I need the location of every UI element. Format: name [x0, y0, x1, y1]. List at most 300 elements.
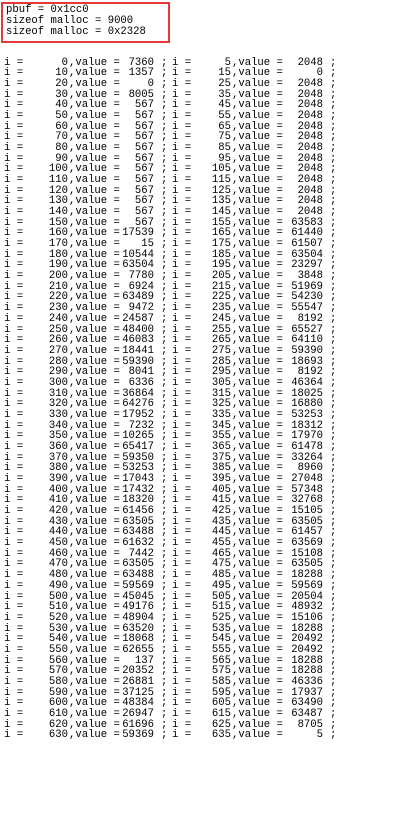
separator: ;	[161, 633, 168, 646]
value-number: 17937	[291, 686, 323, 699]
value-number: 26947	[122, 707, 154, 720]
value-number: 59569	[291, 579, 323, 592]
value-label: ,value =	[232, 505, 283, 518]
index-value: 50	[55, 109, 68, 122]
terminator: ;	[330, 77, 337, 90]
separator: ;	[161, 408, 168, 421]
value-label: ,value =	[69, 686, 120, 699]
value-label: ,value =	[69, 109, 120, 122]
value-label: ,value =	[69, 216, 120, 229]
separator: ;	[161, 537, 168, 550]
value-label: ,value =	[232, 120, 283, 133]
value-label: ,value =	[232, 654, 283, 667]
index-label: i =	[172, 419, 192, 432]
index-label: i =	[172, 718, 192, 731]
index-value: 555	[211, 643, 231, 656]
value-label: ,value =	[232, 323, 283, 336]
index-label: i =	[172, 366, 192, 379]
value-number: 63520	[122, 622, 154, 635]
value-label: ,value =	[69, 387, 120, 400]
value-number: 567	[134, 163, 154, 176]
value-number: 46083	[122, 334, 154, 347]
value-label: ,value =	[69, 355, 120, 368]
value-number: 59390	[122, 355, 154, 368]
index-value: 545	[211, 633, 231, 646]
value-label: ,value =	[232, 611, 283, 624]
terminator: ;	[330, 312, 337, 325]
value-label: ,value =	[232, 141, 283, 154]
index-label: i =	[172, 601, 192, 614]
separator: ;	[161, 291, 168, 304]
value-label: ,value =	[69, 633, 120, 646]
value-number: 62655	[122, 643, 154, 656]
value-number: 7232	[128, 419, 154, 432]
value-number: 8960	[297, 462, 323, 475]
value-label: ,value =	[232, 163, 283, 176]
separator: ;	[161, 56, 168, 69]
index-value: 615	[211, 707, 231, 720]
terminator: ;	[330, 590, 337, 603]
index-value: 280	[48, 355, 68, 368]
value-label: ,value =	[232, 131, 283, 144]
index-label: i =	[4, 334, 24, 347]
index-value: 250	[48, 323, 68, 336]
index-label: i =	[172, 206, 192, 219]
index-label: i =	[172, 99, 192, 112]
value-number: 63504	[291, 248, 323, 261]
index-value: 530	[48, 622, 68, 635]
value-label: ,value =	[232, 184, 283, 197]
index-value: 425	[211, 505, 231, 518]
terminator: ;	[330, 622, 337, 635]
index-label: i =	[4, 184, 24, 197]
index-value: 140	[48, 206, 68, 219]
value-number: 17970	[291, 430, 323, 443]
value-label: ,value =	[69, 67, 120, 80]
index-label: i =	[172, 355, 192, 368]
index-label: i =	[4, 408, 24, 421]
index-label: i =	[172, 408, 192, 421]
separator: ;	[161, 622, 168, 635]
index-label: i =	[4, 291, 24, 304]
terminator: ;	[330, 718, 337, 731]
value-label: ,value =	[232, 633, 283, 646]
index-value: 490	[48, 579, 68, 592]
value-label: ,value =	[69, 280, 120, 293]
value-label: ,value =	[232, 462, 283, 475]
index-label: i =	[172, 270, 192, 283]
value-number: 0	[147, 77, 154, 90]
index-value: 585	[211, 675, 231, 688]
value-label: ,value =	[232, 291, 283, 304]
index-label: i =	[4, 686, 24, 699]
index-label: i =	[4, 654, 24, 667]
index-value: 150	[48, 216, 68, 229]
index-label: i =	[4, 505, 24, 518]
value-label: ,value =	[69, 323, 120, 336]
value-number: 2048	[297, 141, 323, 154]
index-label: i =	[4, 323, 24, 336]
index-label: i =	[4, 302, 24, 315]
index-value: 55	[218, 109, 231, 122]
index-value: 485	[211, 569, 231, 582]
value-number: 3848	[297, 270, 323, 283]
terminator: ;	[330, 173, 337, 186]
value-label: ,value =	[69, 163, 120, 176]
index-value: 155	[211, 216, 231, 229]
value-number: 8705	[297, 718, 323, 731]
value-number: 63505	[122, 558, 154, 571]
value-label: ,value =	[69, 291, 120, 304]
index-label: i =	[4, 344, 24, 357]
value-number: 59350	[122, 451, 154, 464]
value-label: ,value =	[69, 366, 120, 379]
value-label: ,value =	[69, 131, 120, 144]
value-number: 2048	[297, 88, 323, 101]
index-label: i =	[4, 366, 24, 379]
index-label: i =	[4, 718, 24, 731]
value-label: ,value =	[232, 270, 283, 283]
index-label: i =	[172, 238, 192, 251]
separator: ;	[161, 376, 168, 389]
index-value: 355	[211, 430, 231, 443]
index-value: 495	[211, 579, 231, 592]
index-label: i =	[4, 526, 24, 539]
index-value: 345	[211, 419, 231, 432]
value-label: ,value =	[69, 697, 120, 710]
index-label: i =	[4, 611, 24, 624]
value-number: 48384	[122, 697, 154, 710]
separator: ;	[161, 483, 168, 496]
terminator: ;	[330, 707, 337, 720]
value-number: 48904	[122, 611, 154, 624]
index-label: i =	[172, 323, 192, 336]
index-value: 320	[48, 398, 68, 411]
value-number: 15	[141, 238, 154, 251]
header-line-sizeof-dec: sizeof malloc = 9000	[6, 15, 134, 27]
index-value: 535	[211, 622, 231, 635]
index-value: 90	[55, 152, 68, 165]
index-label: i =	[172, 515, 192, 528]
value-number: 2048	[297, 56, 323, 69]
separator: ;	[161, 302, 168, 315]
index-label: i =	[4, 665, 24, 678]
terminator: ;	[330, 387, 337, 400]
value-label: ,value =	[69, 248, 120, 261]
index-value: 575	[211, 665, 231, 678]
value-number: 567	[134, 99, 154, 112]
index-value: 580	[48, 675, 68, 688]
value-label: ,value =	[232, 344, 283, 357]
index-value: 540	[48, 633, 68, 646]
separator: ;	[161, 675, 168, 688]
terminator: ;	[330, 131, 337, 144]
value-number: 18312	[291, 419, 323, 432]
index-value: 550	[48, 643, 68, 656]
index-value: 135	[211, 195, 231, 208]
index-label: i =	[4, 387, 24, 400]
value-number: 18288	[291, 665, 323, 678]
index-label: i =	[172, 312, 192, 325]
index-label: i =	[4, 430, 24, 443]
value-label: ,value =	[232, 173, 283, 186]
index-label: i =	[4, 419, 24, 432]
value-number: 18693	[291, 355, 323, 368]
terminator: ;	[330, 67, 337, 80]
separator: ;	[161, 184, 168, 197]
index-label: i =	[4, 398, 24, 411]
index-label: i =	[4, 547, 24, 560]
value-label: ,value =	[232, 643, 283, 656]
separator: ;	[161, 259, 168, 272]
value-label: ,value =	[69, 430, 120, 443]
index-value: 60	[55, 120, 68, 133]
terminator: ;	[330, 483, 337, 496]
index-value: 635	[211, 729, 231, 742]
value-number: 18288	[291, 654, 323, 667]
index-value: 350	[48, 430, 68, 443]
index-label: i =	[172, 569, 192, 582]
terminator: ;	[330, 537, 337, 550]
separator: ;	[161, 216, 168, 229]
separator: ;	[161, 590, 168, 603]
index-value: 405	[211, 483, 231, 496]
index-label: i =	[4, 248, 24, 261]
index-value: 65	[218, 120, 231, 133]
index-label: i =	[172, 109, 192, 122]
value-number: 20492	[291, 643, 323, 656]
value-label: ,value =	[232, 398, 283, 411]
index-label: i =	[172, 163, 192, 176]
terminator: ;	[330, 248, 337, 261]
index-label: i =	[4, 77, 24, 90]
value-label: ,value =	[69, 195, 120, 208]
index-value: 385	[211, 462, 231, 475]
index-value: 165	[211, 227, 231, 240]
value-number: 37125	[122, 686, 154, 699]
separator: ;	[161, 665, 168, 678]
value-label: ,value =	[69, 537, 120, 550]
value-label: ,value =	[69, 643, 120, 656]
value-label: ,value =	[69, 547, 120, 560]
index-value: 85	[218, 141, 231, 154]
index-value: 260	[48, 334, 68, 347]
value-number: 2048	[297, 195, 323, 208]
value-number: 8192	[297, 312, 323, 325]
index-label: i =	[172, 430, 192, 443]
value-label: ,value =	[232, 547, 283, 560]
value-label: ,value =	[69, 376, 120, 389]
index-label: i =	[172, 120, 192, 133]
value-number: 24587	[122, 312, 154, 325]
value-number: 17043	[122, 473, 154, 486]
index-label: i =	[172, 67, 192, 80]
value-label: ,value =	[69, 302, 120, 315]
index-label: i =	[172, 622, 192, 635]
value-number: 59369	[122, 729, 154, 742]
terminator: ;	[330, 665, 337, 678]
value-label: ,value =	[232, 99, 283, 112]
value-label: ,value =	[69, 526, 120, 539]
separator: ;	[161, 238, 168, 251]
value-number: 2048	[297, 184, 323, 197]
value-number: 2048	[297, 173, 323, 186]
separator: ;	[161, 654, 168, 667]
index-label: i =	[4, 537, 24, 550]
index-label: i =	[172, 707, 192, 720]
index-value: 200	[48, 270, 68, 283]
value-number: 2048	[297, 163, 323, 176]
terminator: ;	[330, 451, 337, 464]
index-label: i =	[172, 643, 192, 656]
value-label: ,value =	[232, 537, 283, 550]
value-label: ,value =	[69, 141, 120, 154]
output-row	[0, 314, 410, 325]
index-value: 310	[48, 387, 68, 400]
index-value: 245	[211, 312, 231, 325]
index-value: 595	[211, 686, 231, 699]
index-value: 215	[211, 280, 231, 293]
value-label: ,value =	[69, 494, 120, 507]
value-number: 63490	[291, 697, 323, 710]
index-value: 100	[48, 163, 68, 176]
index-value: 415	[211, 494, 231, 507]
value-label: ,value =	[69, 99, 120, 112]
value-number: 61456	[122, 505, 154, 518]
value-label: ,value =	[232, 376, 283, 389]
terminator: ;	[330, 494, 337, 507]
terminator: ;	[330, 195, 337, 208]
value-number: 567	[134, 131, 154, 144]
index-label: i =	[4, 163, 24, 176]
index-label: i =	[172, 195, 192, 208]
value-label: ,value =	[69, 569, 120, 582]
value-label: ,value =	[69, 483, 120, 496]
separator: ;	[161, 120, 168, 133]
separator: ;	[161, 227, 168, 240]
separator: ;	[161, 686, 168, 699]
separator: ;	[161, 152, 168, 165]
value-label: ,value =	[232, 697, 283, 710]
terminator: ;	[330, 558, 337, 571]
value-label: ,value =	[69, 611, 120, 624]
value-number: 8041	[128, 366, 154, 379]
separator: ;	[161, 643, 168, 656]
terminator: ;	[330, 184, 337, 197]
value-label: ,value =	[232, 686, 283, 699]
terminator: ;	[330, 280, 337, 293]
index-value: 20	[55, 77, 68, 90]
value-label: ,value =	[69, 227, 120, 240]
index-value: 390	[48, 473, 68, 486]
index-label: i =	[172, 462, 192, 475]
index-value: 400	[48, 483, 68, 496]
index-value: 525	[211, 611, 231, 624]
index-value: 5	[224, 56, 231, 69]
terminator: ;	[330, 462, 337, 475]
index-value: 130	[48, 195, 68, 208]
index-label: i =	[4, 270, 24, 283]
separator: ;	[161, 601, 168, 614]
index-label: i =	[172, 729, 192, 742]
value-label: ,value =	[232, 334, 283, 347]
separator: ;	[161, 206, 168, 219]
value-label: ,value =	[232, 152, 283, 165]
index-value: 325	[211, 398, 231, 411]
header-line-sizeof-hex: sizeof malloc = 0x2328	[6, 26, 146, 38]
terminator: ;	[330, 440, 337, 453]
value-label: ,value =	[232, 707, 283, 720]
value-label: ,value =	[69, 505, 120, 518]
index-value: 625	[211, 718, 231, 731]
value-label: ,value =	[69, 558, 120, 571]
separator: ;	[161, 280, 168, 293]
value-number: 2048	[297, 109, 323, 122]
value-label: ,value =	[232, 366, 283, 379]
value-number: 16880	[291, 398, 323, 411]
index-value: 75	[218, 131, 231, 144]
value-label: ,value =	[69, 120, 120, 133]
index-value: 630	[48, 729, 68, 742]
separator: ;	[161, 494, 168, 507]
index-label: i =	[172, 88, 192, 101]
value-number: 7360	[128, 56, 154, 69]
index-value: 360	[48, 440, 68, 453]
value-number: 63505	[291, 558, 323, 571]
index-value: 15	[218, 67, 231, 80]
value-number: 63569	[291, 537, 323, 550]
index-label: i =	[4, 99, 24, 112]
value-label: ,value =	[232, 56, 283, 69]
index-label: i =	[4, 56, 24, 69]
value-number: 53253	[122, 462, 154, 475]
value-number: 10544	[122, 248, 154, 261]
index-value: 265	[211, 334, 231, 347]
terminator: ;	[330, 675, 337, 688]
terminator: ;	[330, 505, 337, 518]
index-label: i =	[172, 334, 192, 347]
terminator: ;	[330, 216, 337, 229]
value-number: 567	[134, 109, 154, 122]
value-label: ,value =	[232, 494, 283, 507]
separator: ;	[161, 248, 168, 261]
value-number: 6924	[128, 280, 154, 293]
value-number: 18288	[291, 569, 323, 582]
separator: ;	[161, 355, 168, 368]
index-label: i =	[4, 643, 24, 656]
value-number: 53253	[291, 408, 323, 421]
index-value: 180	[48, 248, 68, 261]
index-value: 80	[55, 141, 68, 154]
index-value: 205	[211, 270, 231, 283]
index-value: 95	[218, 152, 231, 165]
terminator: ;	[330, 579, 337, 592]
index-label: i =	[172, 473, 192, 486]
terminator: ;	[330, 270, 337, 283]
separator: ;	[161, 440, 168, 453]
index-label: i =	[4, 131, 24, 144]
separator: ;	[161, 109, 168, 122]
index-label: i =	[4, 473, 24, 486]
value-label: ,value =	[232, 729, 283, 742]
separator: ;	[161, 515, 168, 528]
index-label: i =	[4, 440, 24, 453]
value-number: 55547	[291, 302, 323, 315]
terminator: ;	[330, 334, 337, 347]
value-label: ,value =	[232, 248, 283, 261]
index-label: i =	[172, 526, 192, 539]
value-label: ,value =	[69, 440, 120, 453]
